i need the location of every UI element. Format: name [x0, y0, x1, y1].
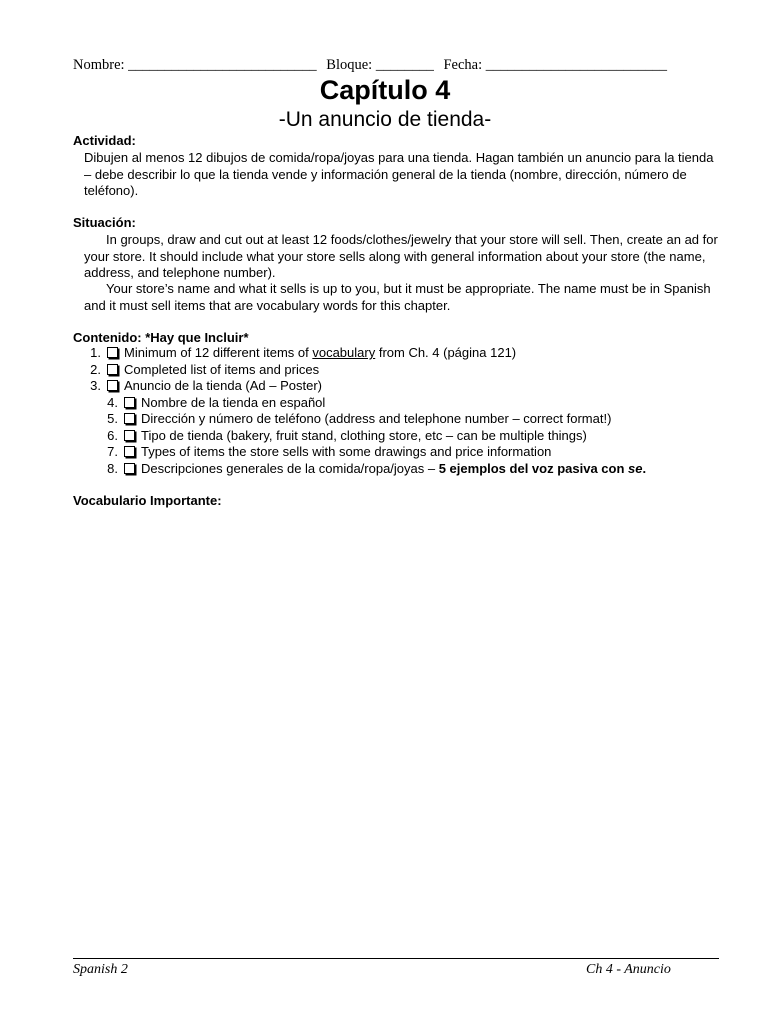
vocabulario-heading: Vocabulario Importante: [73, 493, 222, 508]
checkbox-icon [107, 380, 118, 391]
checklist-item [73, 378, 713, 395]
checkbox-icon [107, 364, 118, 375]
contenido-heading: Contenido: *Hay que Incluir* [73, 330, 249, 345]
footer-divider [73, 958, 719, 959]
item-bold-italic-text: se [628, 460, 643, 476]
item-text-end: from Ch. 4 (página 121) [375, 345, 517, 360]
footer-chapter: Ch 4 - Anuncio [586, 962, 671, 977]
checklist-item [73, 444, 713, 461]
actividad-heading: Actividad: [73, 133, 136, 148]
fecha-field: Fecha: _________________________ [443, 57, 667, 73]
nombre-field: Nombre: __________________________ [73, 57, 317, 73]
situacion-heading: Situación: [73, 215, 136, 230]
checkbox-icon [124, 446, 135, 457]
item-number: 2. [90, 361, 101, 377]
situacion-paragraph-1: In groups, draw and cut out at least 12 foods/clothes/jewelry that your store will sell. Then, create an ad for your store. It should include what your store sells along with general information about your store (the name, address, and telephone number). [84, 232, 718, 280]
checklist-item [73, 411, 713, 428]
item-bold-text: 5 ejemplos del voz pasiva con [438, 460, 629, 476]
checklist-item [73, 345, 713, 362]
item-text: Dirección y número de teléfono (address and telephone number – correct format!) [141, 411, 612, 426]
bloque-field: Bloque: ________ [326, 57, 434, 73]
checklist-item [73, 428, 713, 445]
checkbox-icon [124, 463, 135, 474]
item-number: 6. [107, 427, 118, 443]
page-title: Capítulo 4 [319, 75, 451, 105]
checkbox-icon [124, 413, 135, 424]
item-number: 1. [90, 345, 101, 360]
item-bold-end: . [642, 460, 647, 476]
situacion-paragraph-2: Your store’s name and what it sells is up to you, but it must be appropriate. The name must be in Spanish and it must sell items that are vocabulary words for this chapter. [84, 281, 711, 313]
checkbox-icon [107, 347, 118, 358]
vocabulary-link: vocabulary [312, 345, 376, 360]
item-text: Minimum of 12 different items of [124, 345, 313, 360]
checkbox-icon [124, 397, 135, 408]
actividad-text: Dibujen al menos 12 dibujos de comida/ropa/joyas para una tienda. Hagan también un anuncio para la tienda – debe describir lo que la tienda vende y información general de la tienda (nombre, dirección, número de teléfono). [84, 150, 714, 198]
student-info-line [73, 57, 713, 74]
item-text: Completed list of items and prices [124, 361, 320, 377]
item-number: 5. [107, 411, 118, 426]
checklist-item [73, 395, 713, 412]
footer-course: Spanish 2 [73, 962, 128, 977]
checklist [73, 345, 713, 477]
checkbox-icon [124, 430, 135, 441]
checklist-item [73, 461, 713, 478]
page-subtitle: -Un anuncio de tienda- [278, 108, 492, 131]
checklist-item [73, 362, 713, 379]
item-text: Descripciones generales de la comida/ropa/joyas – [141, 460, 439, 476]
item-number: 7. [107, 444, 118, 459]
item-text: Anuncio de la tienda (Ad – Poster) [124, 378, 323, 393]
item-number: 8. [107, 460, 118, 476]
item-text: Tipo de tienda (bakery, fruit stand, clothing store, etc – can be multiple things) [141, 427, 587, 443]
item-text: Nombre de la tienda en español [141, 394, 326, 410]
item-number: 4. [107, 394, 118, 410]
item-number: 3. [90, 378, 101, 393]
item-text: Types of items the store sells with some drawings and price information [141, 444, 552, 459]
